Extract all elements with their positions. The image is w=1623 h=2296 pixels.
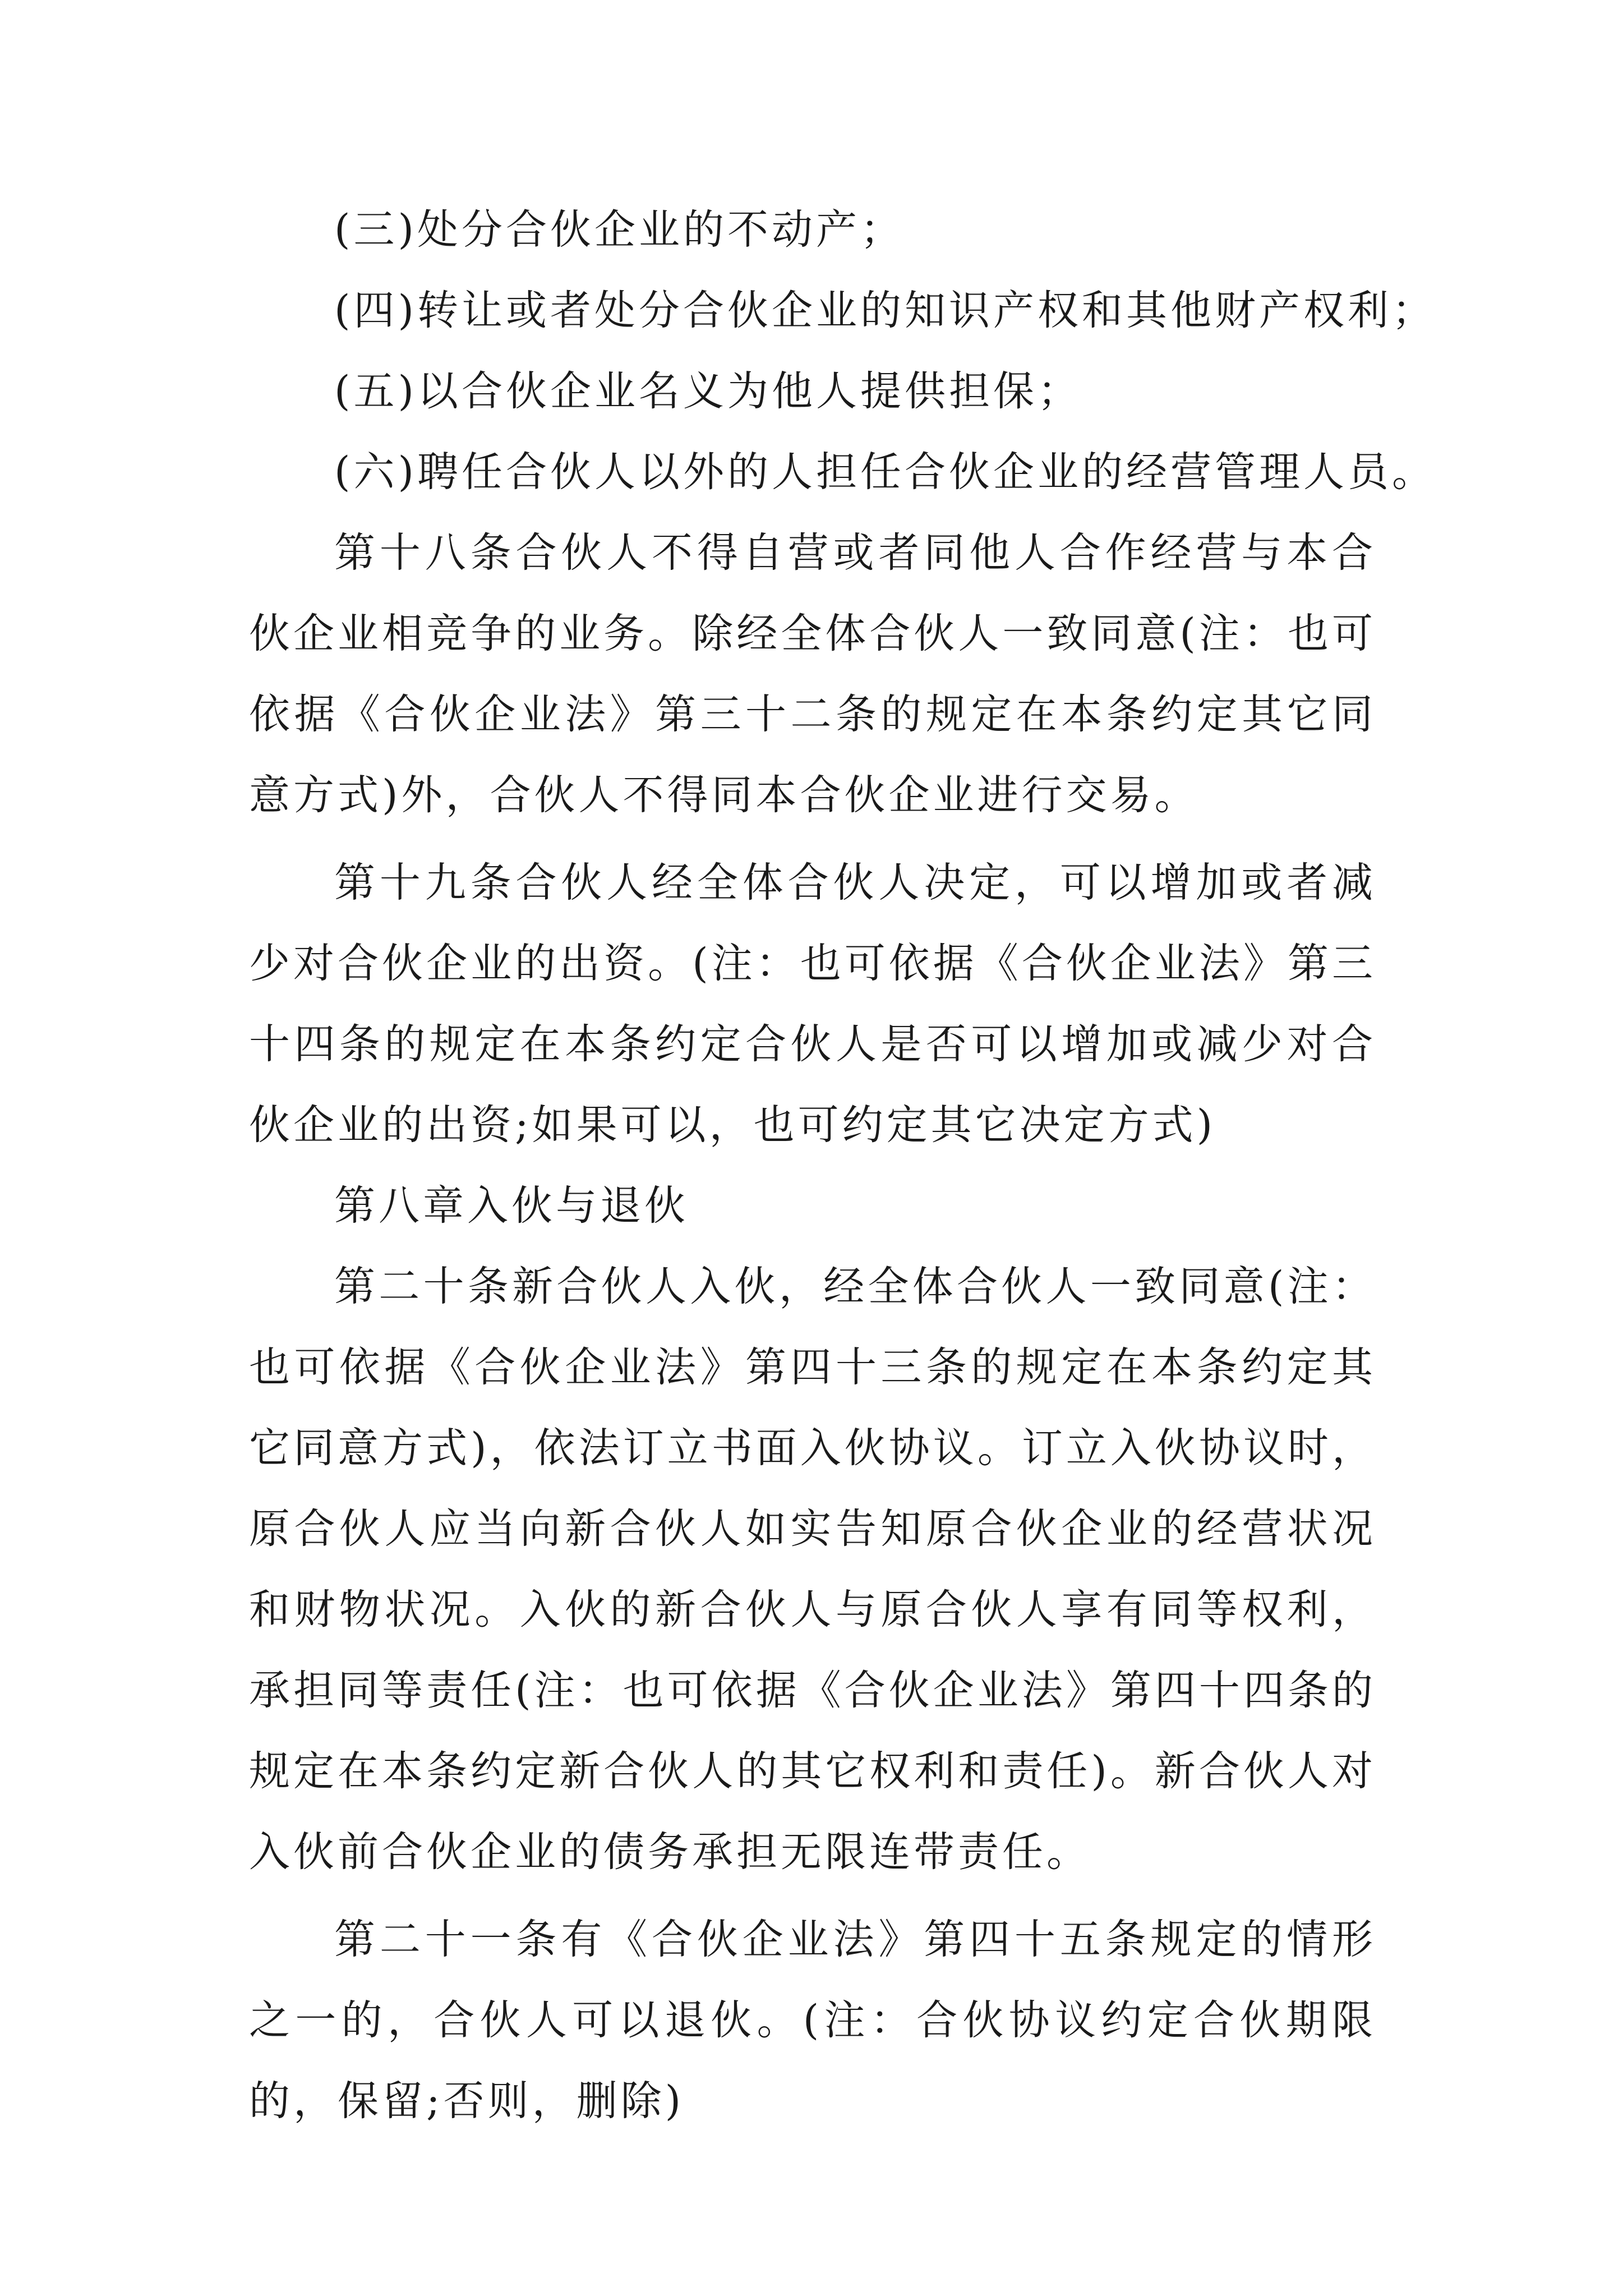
list-item-6: (六)聘任合伙人以外的人担任合伙企业的经营管理人员。	[334, 448, 1436, 496]
list-item-3: (三)处分合伙企业的不动产；	[334, 206, 905, 254]
document-body	[249, 190, 1436, 2142]
article-21: 第二十一条有《合伙企业法》第四十五条规定的情形之一的，合伙人可以退伙。(注：合伙协议约定合伙期限的，保留;否则，删除)	[249, 1916, 1376, 2125]
chapter-8-heading: 第八章入伙与退伙	[334, 1182, 689, 1230]
article-20: 第二十条新合伙人入伙，经全体合伙人一致同意(注：也可依据《合伙企业法》第四十三条的规定在本条约定其它同意方式)，依法订立书面入伙协议。订立入伙协议时，原合伙人应当向新合伙人如实告知原合伙企业的经营状况和财物状况。入伙的新合伙人与原合伙人享有同等权利，承担同等责任(注：也可依据《合伙企业法》第四十四条的规定在本条约定新合伙人的其它权利和责任)。新合伙人对入伙前合伙企业的债务承担无限连带责任。	[249, 1263, 1376, 1876]
list-item-4: (四)转让或者处分合伙企业的知识产权和其他财产权利；	[334, 287, 1436, 334]
list-item-5: (五)以合伙企业名义为他人提供担保；	[334, 367, 1082, 415]
article-18: 第十八条合伙人不得自营或者同他人合作经营与本合伙企业相竞争的业务。除经全体合伙人一致同意(注：也可依据《合伙企业法》第三十二条的规定在本条约定其它同意方式)外，合伙人不得同本合伙企业进行交易。	[249, 529, 1376, 819]
article-19: 第十九条合伙人经全体合伙人决定，可以增加或者减少对合伙企业的出资。(注：也可依据《合伙企业法》第三十四条的规定在本条约定合伙人是否可以增加或减少对合伙企业的出资;如果可以，也可约定其它决定方式)	[249, 859, 1376, 1149]
